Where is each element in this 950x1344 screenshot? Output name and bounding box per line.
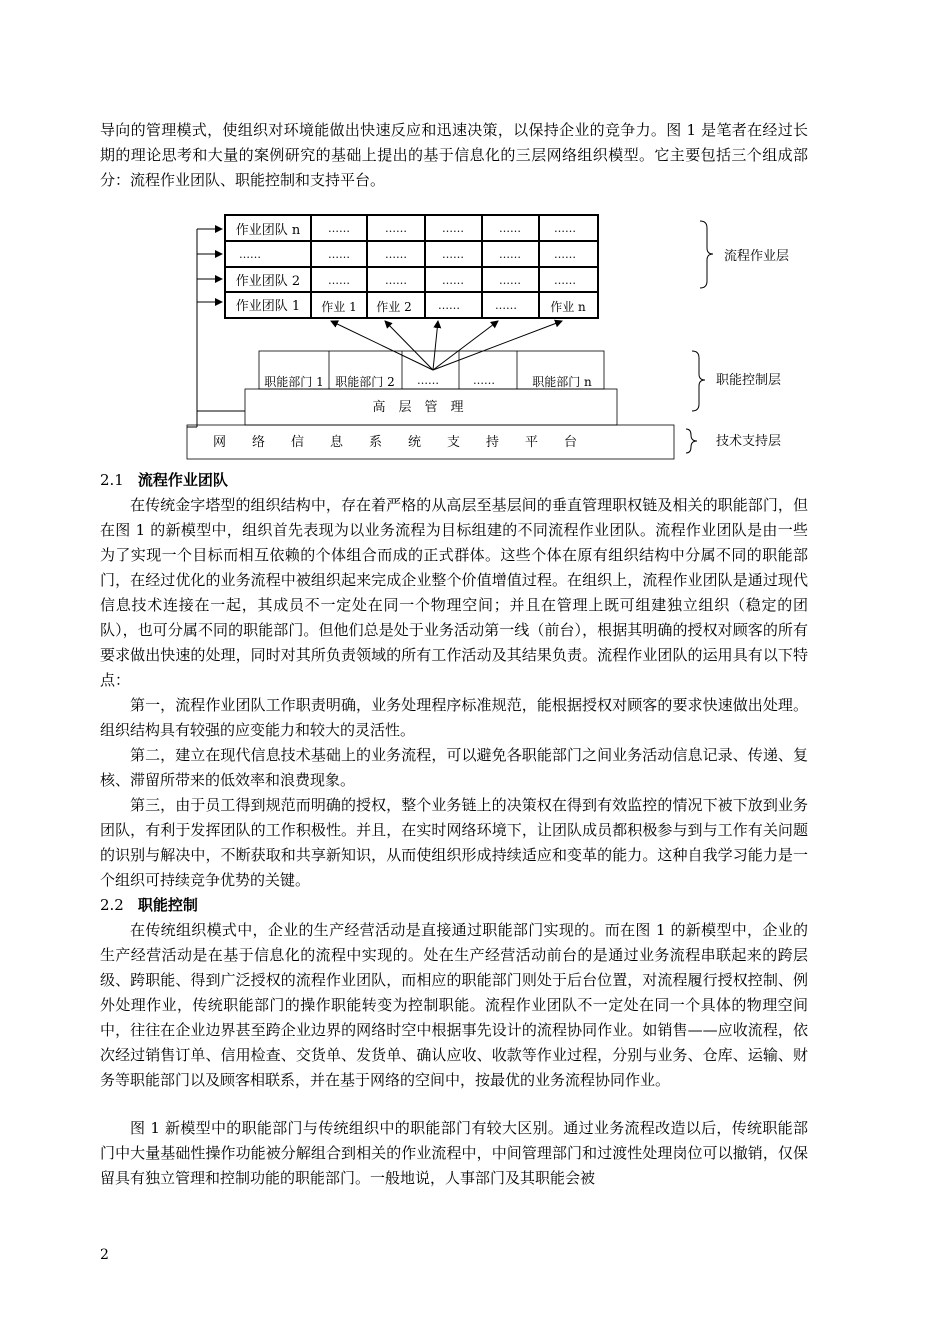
grid-cell: …… [385,222,407,235]
department-label: 职能部门 n [532,375,592,389]
grid-cell: 作业团队 2 [235,274,301,289]
grid-cell: 作业团队 1 [235,299,301,314]
layer-label-tech: 技术支持层 [716,434,782,449]
grid-cell: …… [328,274,350,287]
section-number: 2.2 [100,896,124,914]
grid-cell: …… [495,299,517,312]
grid-cell: …… [239,248,261,261]
grid-cell: …… [442,222,464,235]
grid-cell: …… [554,274,576,287]
team-grid [225,215,598,318]
grid-cell: …… [438,299,460,312]
intro-paragraph: 导向的管理模式，使组织对环境能做出快速反应和迅速决策，以保持企业的竞争力。图 1 是笔者在经过长期的理论思考和大量的案例研究的基础上提出的基于信息化的三层网络组织模型。它主要包括三个组成部分：流程作业团队、职能控制和支持平台。 [100,121,808,189]
grid-cell: …… [554,222,576,235]
grid-cell: …… [499,274,521,287]
grid-cell: …… [442,248,464,261]
grid-cell: …… [385,274,407,287]
body-paragraph: 图 1 新模型中的职能部门与传统组织中的职能部门有较大区别。通过业务流程改造以后，传统职能部门中大量基础性操作功能被分解组合到相关的作业流程中，中间管理部门和过渡性处理岗位可以撤销，仅保留具有独立管理和控制功能的职能部门。一般地说，人事部门及其职能会被 [100,1119,808,1187]
grid-cell: 作业 1 [321,300,357,314]
grid-cell: …… [499,222,521,235]
senior-management-label: 高 层 管 理 [372,400,464,415]
grid-cell: …… [499,248,521,261]
section-heading-process-teams [100,468,228,493]
page-number: 2 [100,1247,109,1263]
grid-cell: …… [385,248,407,261]
grid-cell: 作业团队 n [235,223,301,238]
body-paragraph: 第三，由于员工得到规范而明确的授权，整个业务链上的决策权在得到有效监控的情况下被下放到业务团队，有利于发挥团队的工作积极性。并且，在实时网络环境下，让团队成员都积极参与到与工作有关问题的识别与解决中，不断获取和共享新知识，从而使组织形成持续适应和变革的能力。这种自我学习能力是一个组织可持续竞争优势的关键。 [100,796,808,889]
department-label: …… [473,374,495,387]
department-label: …… [417,374,439,387]
section-title: 职能控制 [137,896,198,914]
grid-cell: 作业 n [550,300,586,314]
layer-label-function: 职能控制层 [716,373,782,388]
body-paragraph: 第一，流程作业团队工作职责明确，业务处理程序标准规范，能根据授权对顾客的要求快速做出处理。组织结构具有较强的应变能力和较大的灵活性。 [100,696,808,739]
grid-cell: …… [442,274,464,287]
network-platform-label: 网 络 信 息 系 统 支 持 平 台 [212,435,578,450]
layer-label-process: 流程作业层 [724,249,790,264]
layer-braces [686,221,713,453]
body-paragraph: 第二，建立在现代信息技术基础上的业务流程，可以避免各职能部门之间业务活动信息记录、传递、复核、滞留所带来的低效率和浪费现象。 [100,746,808,789]
department-label: 职能部门 1 [264,375,324,389]
section-title: 流程作业团队 [137,471,228,489]
grid-cell: …… [328,222,350,235]
department-label: 职能部门 2 [335,375,395,389]
grid-cell: …… [554,248,576,261]
grid-cell: …… [328,248,350,261]
left-feedback-connector [187,229,245,427]
section-number: 2.1 [100,471,124,489]
section-heading-function-control [100,893,198,918]
grid-cell: 作业 2 [376,300,412,314]
department-to-task-arrows [331,321,562,370]
body-paragraph: 在传统组织模式中，企业的生产经营活动是直接通过职能部门实现的。而在图 1 的新模型中，企业的生产经营活动是在基于信息化的流程中实现的。处在生产经营活动前台的是通过业务流程串联起来的跨层级、跨职能、得到广泛授权的流程作业团队，而相应的职能部门则处于后台位置，对流程履行授权控制、例外处理作业，传统职能部门的操作职能转变为控制职能。流程作业团队不一定处在同一个具体的物理空间中，往往在企业边界甚至跨企业边界的网络时空中根据事先设计的流程协同作业。如销售——应收流程，依次经过销售订单、信用检查、交货单、发货单、确认应收、收款等作业过程，分别与业务、仓库、运输、财务等职能部门以及顾客相联系，并在基于网络的空间中，按最优的业务流程协同作业。 [100,921,808,1089]
body-paragraph: 在传统金字塔型的组织结构中，存在着严格的从高层至基层间的垂直管理职权链及相关的职能部门，但在图 1 的新模型中，组织首先表现为以业务流程为目标组建的不同流程作业团队。流程作业团队是由一些为了实现一个目标而相互依赖的个体组合而成的正式群体。这些个体在原有组织结构中分属不同的职能部门，在经过优化的业务流程中被组织起来完成企业整个价值增值过程。在组织上，流程作业团队是通过现代信息技术连接在一起，其成员不一定处在同一个物理空间；并且在管理上既可组建独立组织（稳定的团队），也可分属不同的职能部门。但他们总是处于业务活动第一线（前台），根据其明确的授权对顾客的所有要求做出快速的处理，同时对其所负责领域的所有工作活动及其结果负责。流程作业团队的运用具有以下特点： [100,496,808,689]
three-layer-organization-diagram [0,0,950,470]
